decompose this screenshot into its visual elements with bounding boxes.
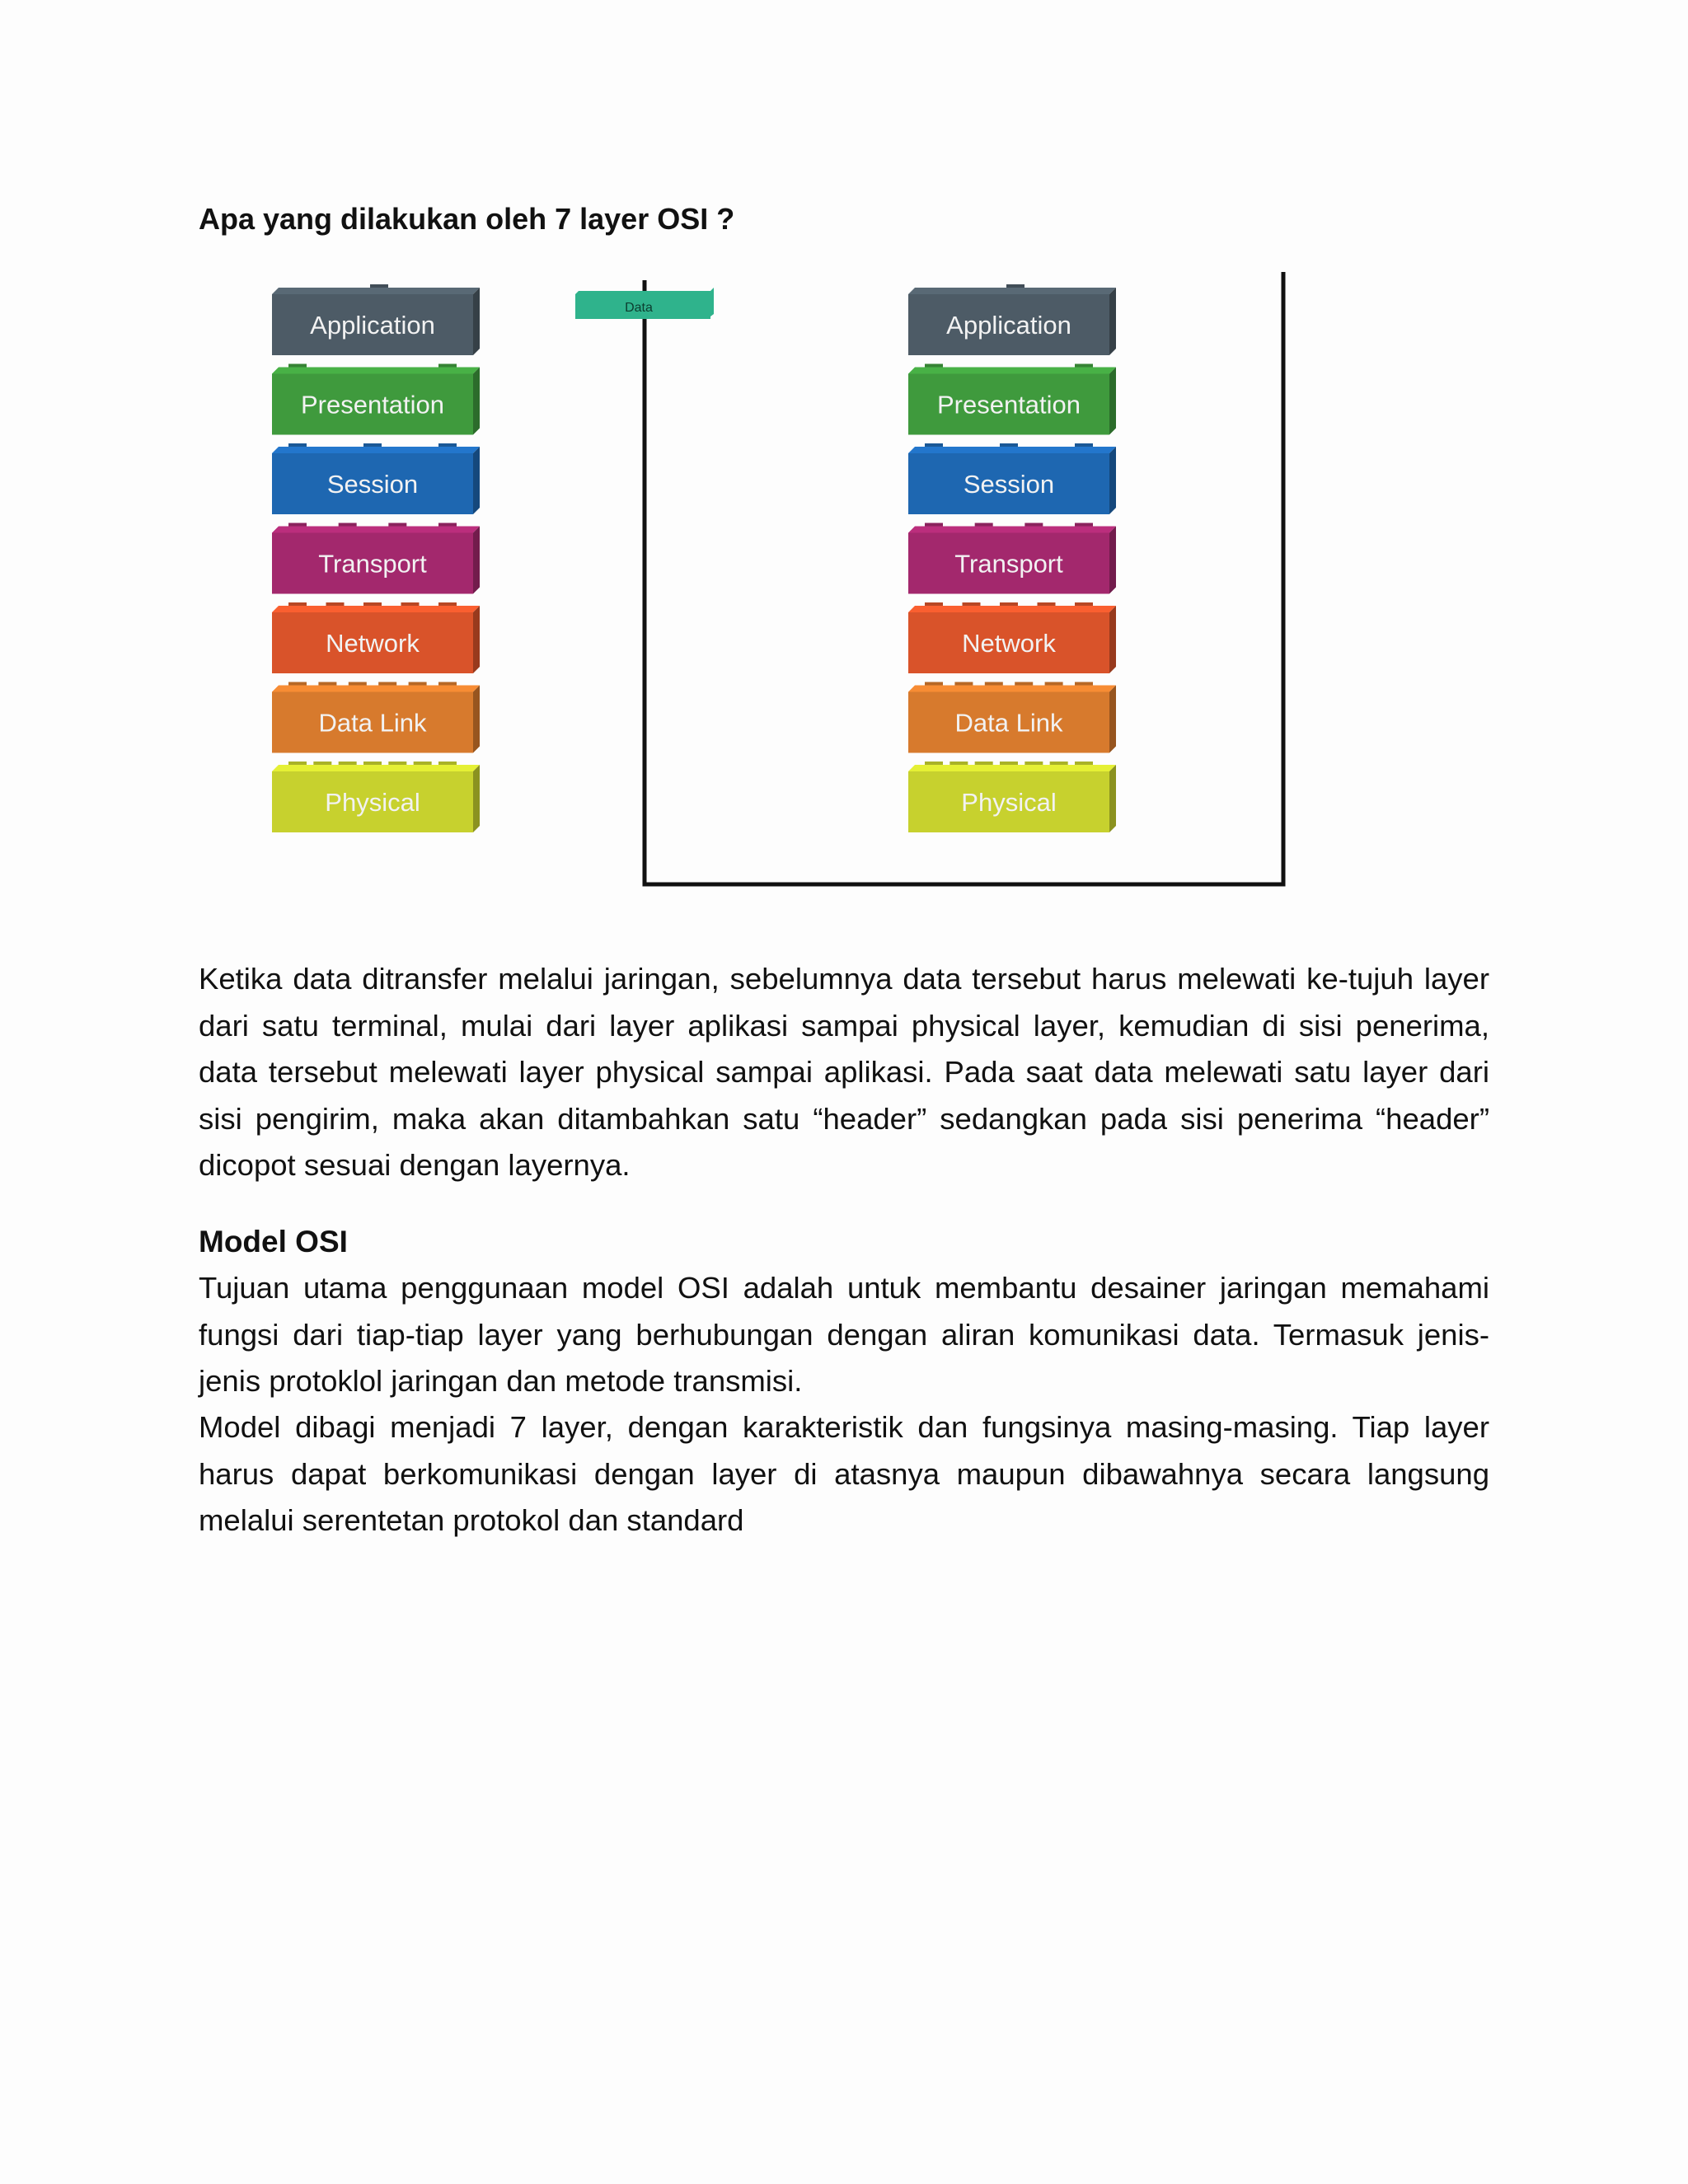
right-layer-data-link [908, 682, 1116, 753]
left-osi-stack [272, 284, 480, 832]
left-layer-top-face [272, 288, 480, 294]
right-layer-top-face [908, 447, 1116, 453]
left-layer-physical [272, 762, 480, 832]
right-layer-side-face [1109, 368, 1116, 435]
right-layer-top-face [908, 686, 1116, 692]
paragraph-purpose [199, 1265, 1489, 1405]
left-layer-top-face [272, 686, 480, 692]
right-layer-presentation [908, 364, 1116, 435]
right-layer-label: Physical [961, 788, 1057, 817]
left-layer-transport [272, 523, 480, 594]
data-tag [575, 288, 714, 319]
left-layer-session [272, 443, 480, 514]
paragraph-3-text: Model dibagi menjadi 7 layer, dengan karakteristik dan fungsinya masing-masing. Tiap layer harus dapat berkomunikasi dengan layer di atasnya maupun dibawahnya secara langsung melalui serentetan protokol dan standard [199, 1410, 1489, 1537]
left-layer-side-face [473, 686, 480, 753]
left-layer-network [272, 602, 480, 673]
right-layer-side-face [1109, 527, 1116, 594]
right-layer-network [908, 602, 1116, 673]
paragraph-2-text: Tujuan utama penggunaan model OSI adalah untuk membantu desainer jaringan memahami fungsi dari tiap-tiap layer yang berhubungan dengan aliran komunikasi data. Termasuk jenis-jenis protoklol jaringan dan metode transmisi. [199, 1271, 1489, 1398]
right-layer-side-face [1109, 447, 1116, 514]
left-layer-side-face [473, 527, 480, 594]
right-layer-label: Session [963, 470, 1055, 499]
left-layer-side-face [473, 368, 480, 435]
section-heading: Apa yang dilakukan oleh 7 layer OSI ? [199, 202, 735, 236]
right-layer-side-face [1109, 288, 1116, 355]
right-layer-transport [908, 523, 1116, 594]
data-tag-label: Data [625, 301, 653, 315]
left-layer-label: Application [310, 311, 435, 340]
right-layer-top-face [908, 765, 1116, 771]
right-layer-side-face [1109, 686, 1116, 753]
right-layer-application [908, 284, 1116, 355]
left-layer-side-face [473, 447, 480, 514]
right-layer-top-face [908, 527, 1116, 533]
osi-layers-diagram [264, 268, 1302, 894]
right-layer-label: Network [962, 629, 1056, 658]
right-layer-side-face [1109, 765, 1116, 832]
right-layer-label: Application [946, 311, 1071, 340]
left-layer-top-face [272, 527, 480, 533]
left-layer-top-face [272, 606, 480, 612]
left-layer-label: Data Link [318, 708, 427, 738]
left-layer-side-face [473, 606, 480, 673]
right-layer-top-face [908, 288, 1116, 294]
right-layer-label: Transport [954, 549, 1063, 579]
left-layer-label: Transport [318, 549, 427, 579]
left-layer-label: Presentation [300, 390, 445, 419]
left-layer-label: Network [326, 629, 420, 658]
left-layer-presentation [272, 364, 480, 435]
osi-diagram-canvas [264, 268, 1302, 894]
model-osi-heading: Model OSI [199, 1225, 348, 1258]
right-layer-side-face [1109, 606, 1116, 673]
right-osi-stack [908, 284, 1116, 832]
paragraph-1-text: Ketika data ditransfer melalui jaringan, sebelumnya data tersebut harus melewati ke-tujuh layer dari satu terminal, mulai dari layer aplikasi sampai physical layer, kemudian di sisi penerima, data tersebut melewati layer physical sampai aplikasi. Pada saat data melewati satu layer dari sisi pengirim, maka akan ditambahkan satu “header” sedangkan pada sisi penerima “header” dicopot sesuai dengan layernya. [199, 962, 1489, 1182]
left-layer-top-face [272, 447, 480, 453]
left-layer-side-face [473, 765, 480, 832]
left-layer-top-face [272, 368, 480, 374]
right-layer-physical [908, 762, 1116, 832]
right-layer-session [908, 443, 1116, 514]
right-layer-label: Presentation [936, 390, 1081, 419]
left-layer-top-face [272, 765, 480, 771]
left-layer-label: Physical [325, 788, 420, 817]
left-layer-side-face [473, 288, 480, 355]
right-layer-top-face [908, 368, 1116, 374]
left-layer-data-link [272, 682, 480, 753]
right-layer-label: Data Link [954, 708, 1063, 738]
paragraph-layers [199, 1404, 1489, 1544]
left-layer-application [272, 284, 480, 355]
left-layer-label: Session [326, 470, 419, 499]
paragraph-transfer [199, 956, 1489, 1189]
right-layer-top-face [908, 606, 1116, 612]
